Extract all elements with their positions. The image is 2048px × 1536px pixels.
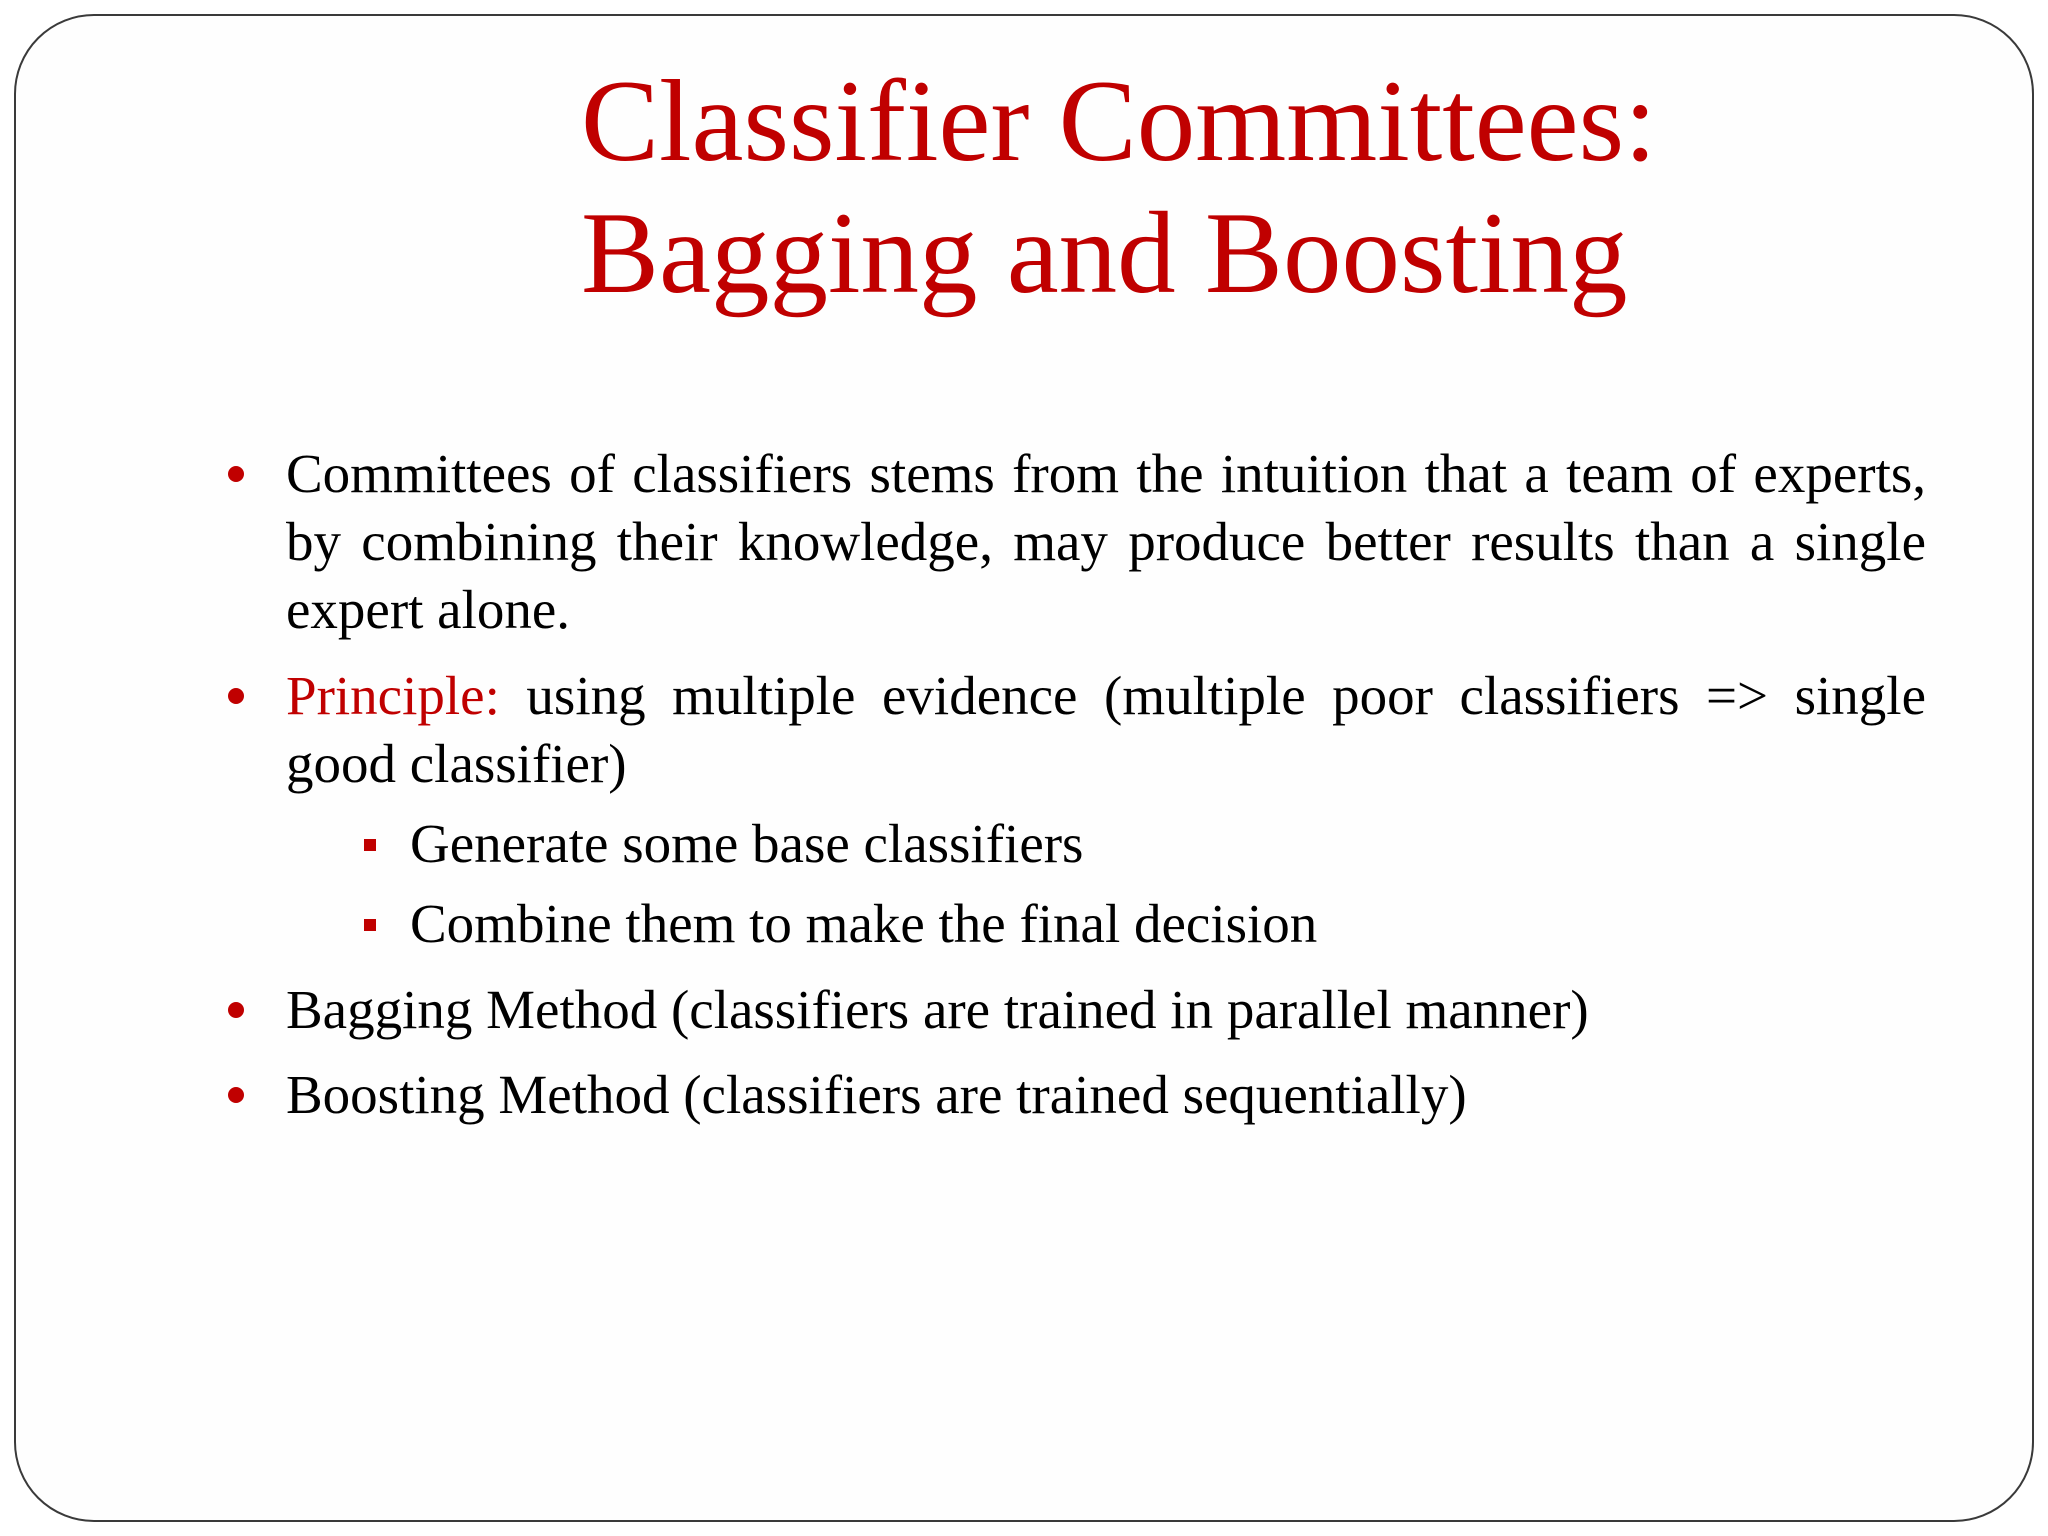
bullet-text: Committees of classifiers stems from the intuition that a team of experts, by combining their knowledge, may produce better results than a single expert alone. xyxy=(286,443,1926,640)
round-bullet-icon xyxy=(228,1002,244,1018)
round-bullet-icon xyxy=(228,466,244,482)
bullet-boosting xyxy=(286,1061,1926,1129)
sub-bullet-text: Generate some base classifiers xyxy=(410,813,1084,874)
round-bullet-icon xyxy=(228,1087,244,1103)
sub-bullet-text: Combine them to make the final decision xyxy=(410,893,1318,954)
title-line-2: Bagging and Boosting xyxy=(581,189,1628,318)
principle-label: Principle: xyxy=(286,665,500,726)
round-bullet-icon xyxy=(228,688,244,704)
bullet-principle xyxy=(286,662,1926,798)
bullet-text: Boosting Method (classifiers are trained sequentially) xyxy=(286,1064,1467,1125)
title-line-1: Classifier Committees: xyxy=(581,57,1657,186)
bullet-text: Bagging Method (classifiers are trained in parallel manner) xyxy=(286,979,1589,1040)
square-bullet-icon xyxy=(364,919,376,931)
bullet-bagging xyxy=(286,976,1926,1044)
bullet-text: using multiple evidence (multiple poor classifiers => single good classifier) xyxy=(286,665,1926,794)
bullet-committees xyxy=(286,440,1926,644)
sub-bullet-generate xyxy=(410,810,1910,878)
sub-bullet-combine xyxy=(410,890,1910,958)
square-bullet-icon xyxy=(364,839,376,851)
